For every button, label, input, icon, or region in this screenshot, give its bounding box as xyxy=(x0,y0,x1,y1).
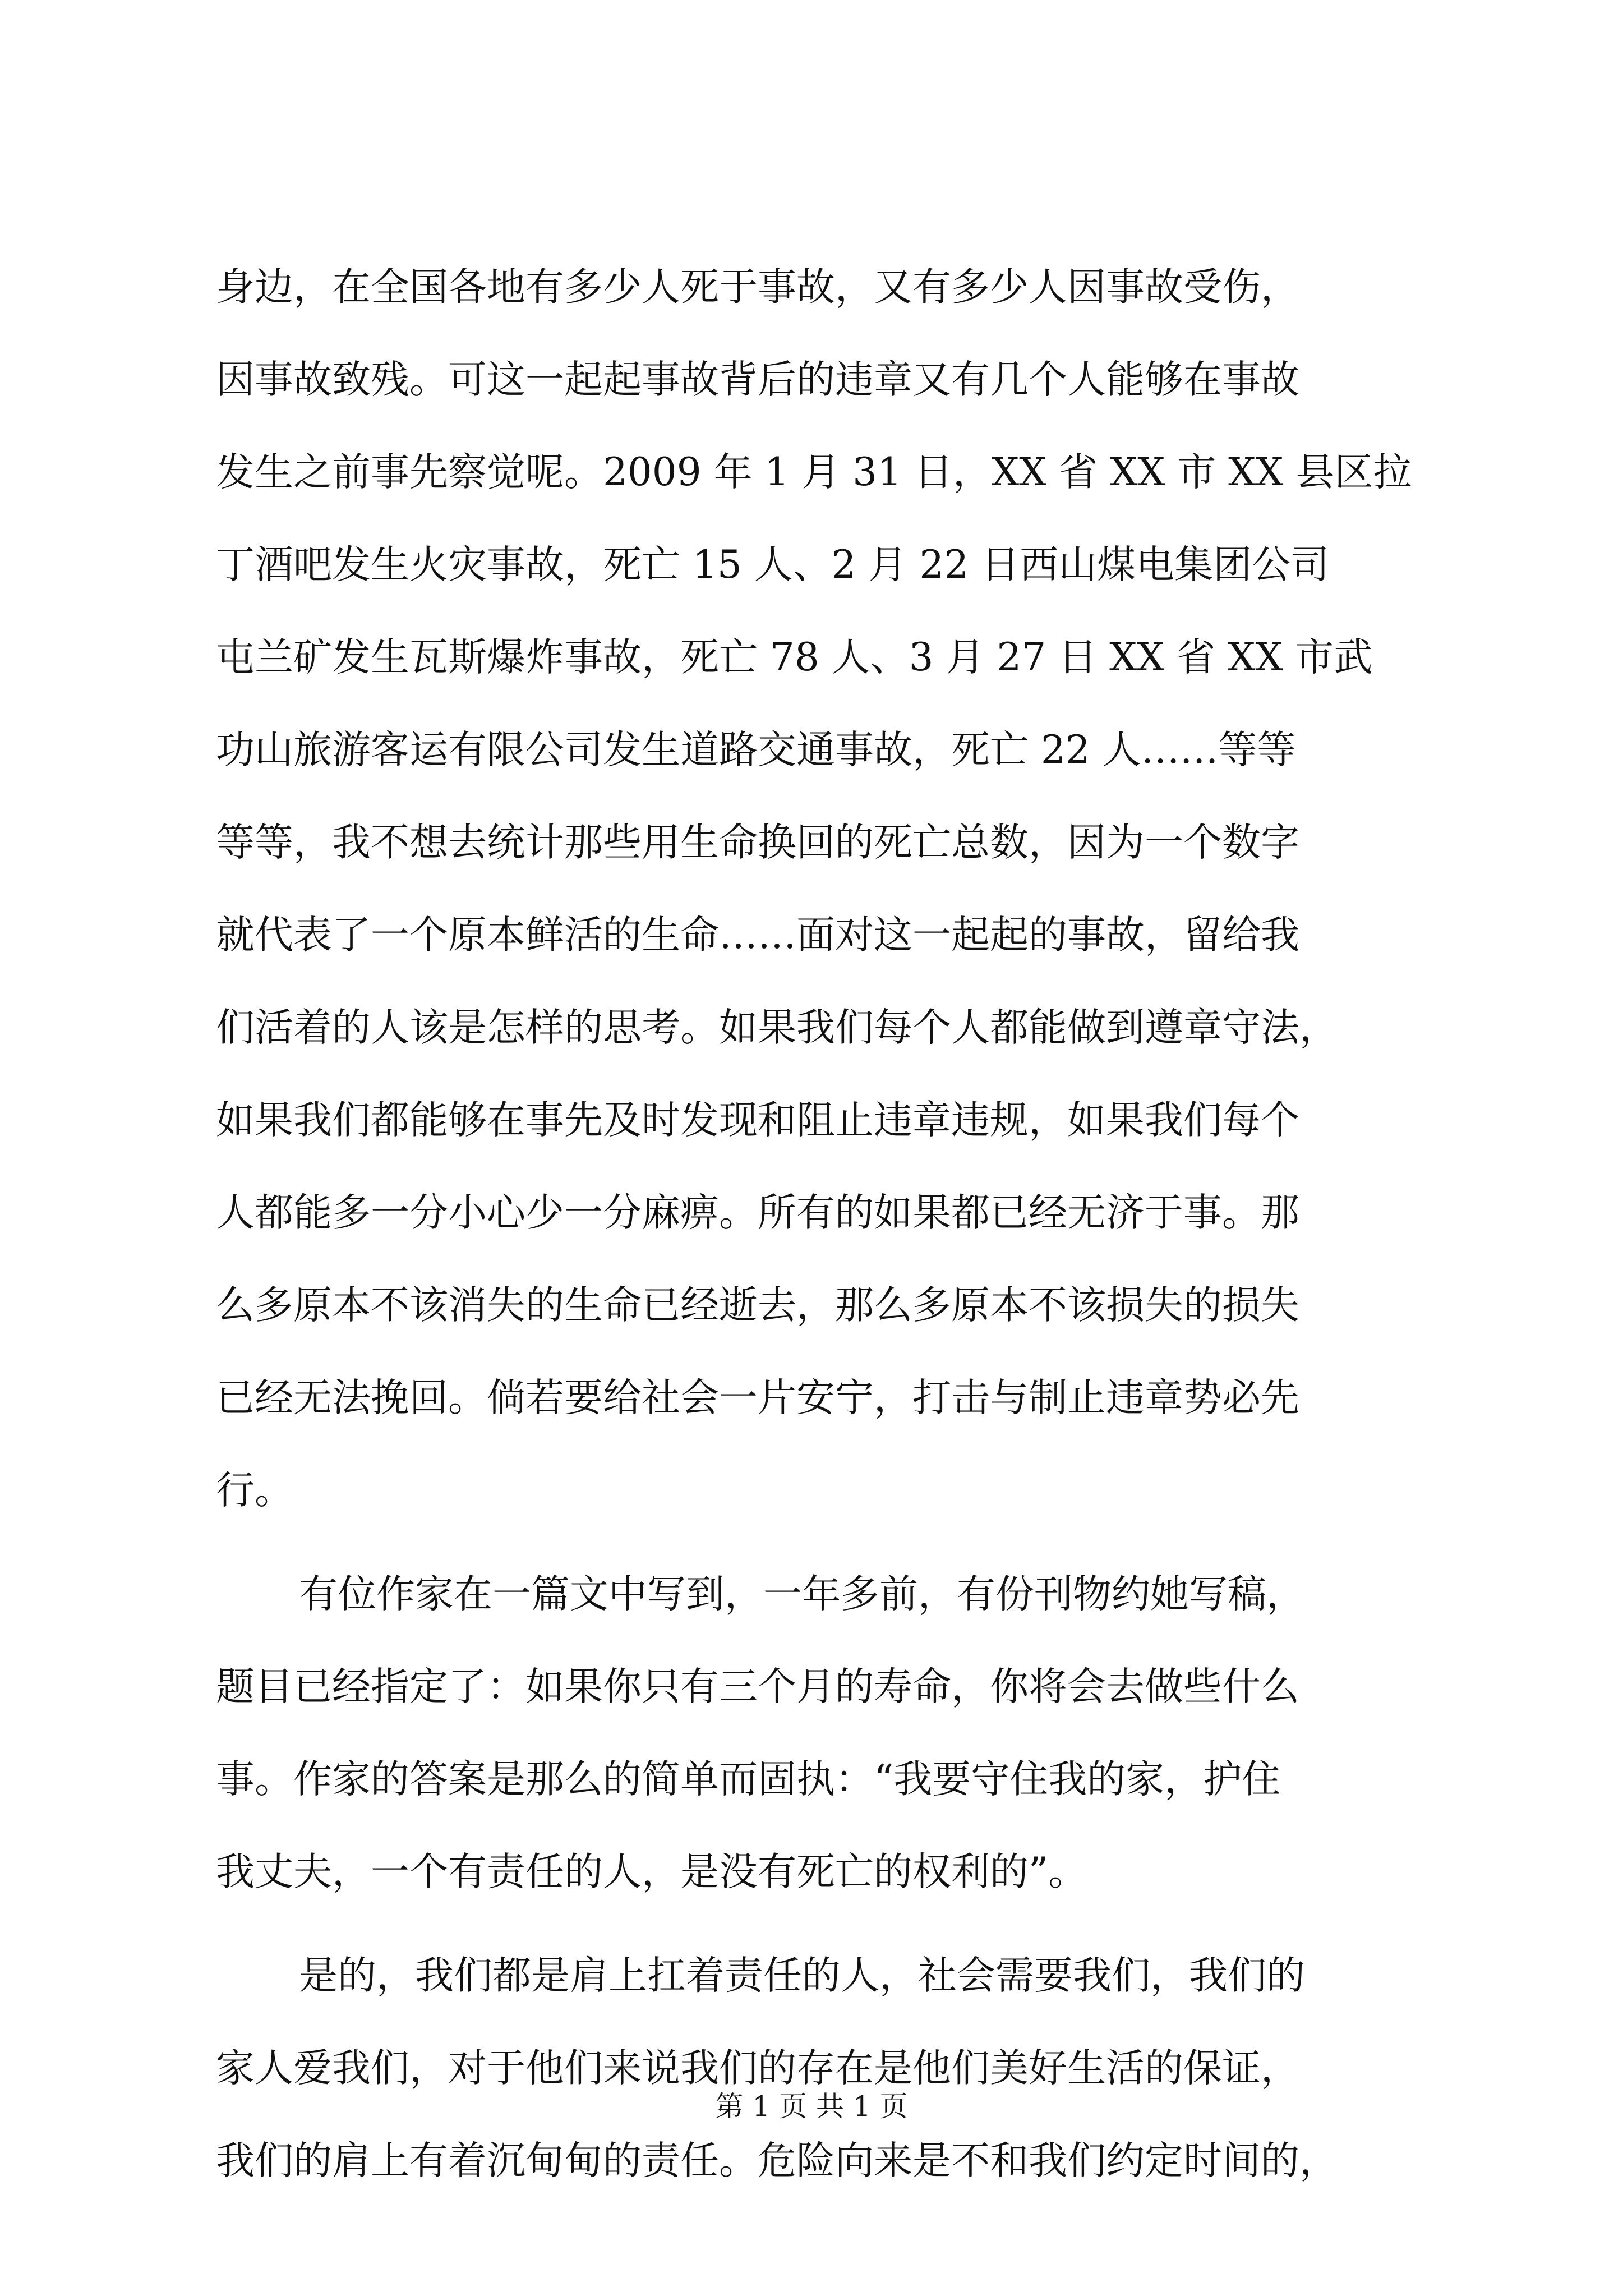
text-line: 功山旅游客运有限公司发生道路交通事故，死亡 22 人……等等 xyxy=(216,728,1296,772)
text-line: 等等，我不想去统计那些用生命换回的死亡总数，因为一个数字 xyxy=(216,820,1299,865)
text-line: 我丈夫，一个有责任的人，是没有死亡的权利的”。 xyxy=(216,1849,1087,1894)
document-body xyxy=(216,241,1410,2207)
text-line: 屯兰矿发生瓦斯爆炸事故，死亡 78 人、3 月 27 日 XX 省 XX 市武 xyxy=(216,635,1373,680)
text-line: 丁酒吧发生火灾事故，死亡 15 人、2 月 22 日西山煤电集团公司 xyxy=(216,542,1330,587)
text-line: 是的，我们都是肩上扛着责任的人，社会需要我们，我们的 xyxy=(299,1953,1305,1998)
page-footer xyxy=(0,2087,1623,2126)
text-line: 如果我们都能够在事先及时发现和阻止违章违规，如果我们每个 xyxy=(216,1098,1299,1143)
text-line: 因事故致残。可这一起起事故背后的违章又有几个人能够在事故 xyxy=(216,357,1299,402)
text-line: 身边，在全国各地有多少人死于事故，又有多少人因事故受伤， xyxy=(216,265,1299,310)
text-line: 家人爱我们，对于他们来说我们的存在是他们美好生活的保证， xyxy=(216,2046,1299,2091)
text-line: 我们的肩上有着沉甸甸的责任。危险向来是不和我们约定时间的， xyxy=(216,2138,1338,2183)
text-line: 人都能多一分小心少一分麻痹。所有的如果都已经无济于事。那 xyxy=(216,1190,1299,1235)
text-line: 题目已经指定了：如果你只有三个月的寿命，你将会去做些什么 xyxy=(216,1664,1299,1709)
text-line: 行。 xyxy=(216,1468,293,1513)
text-line: 有位作家在一篇文中写到，一年多前，有份刊物约她写稿， xyxy=(299,1572,1305,1617)
text-line: 发生之前事先察觉呢。2009 年 1 月 31 日，XX 省 XX 市 XX 县区拉 xyxy=(216,450,1412,495)
text-line: 就代表了一个原本鲜活的生命……面对这一起起的事故，留给我 xyxy=(216,913,1299,958)
text-line: 么多原本不该消失的生命已经逝去，那么多原本不该损失的损失 xyxy=(216,1283,1299,1328)
text-line: 们活着的人该是怎样的思考。如果我们每个人都能做到遵章守法， xyxy=(216,1005,1338,1050)
text-line: 已经无法挽回。倘若要给社会一片安宁，打击与制止违章势必先 xyxy=(216,1375,1299,1420)
page-number-label: 第 1 页 共 1 页 xyxy=(715,2090,908,2123)
text-line: 事。作家的答案是那么的简单而固执：“我要守住我的家，护住 xyxy=(216,1757,1281,1802)
